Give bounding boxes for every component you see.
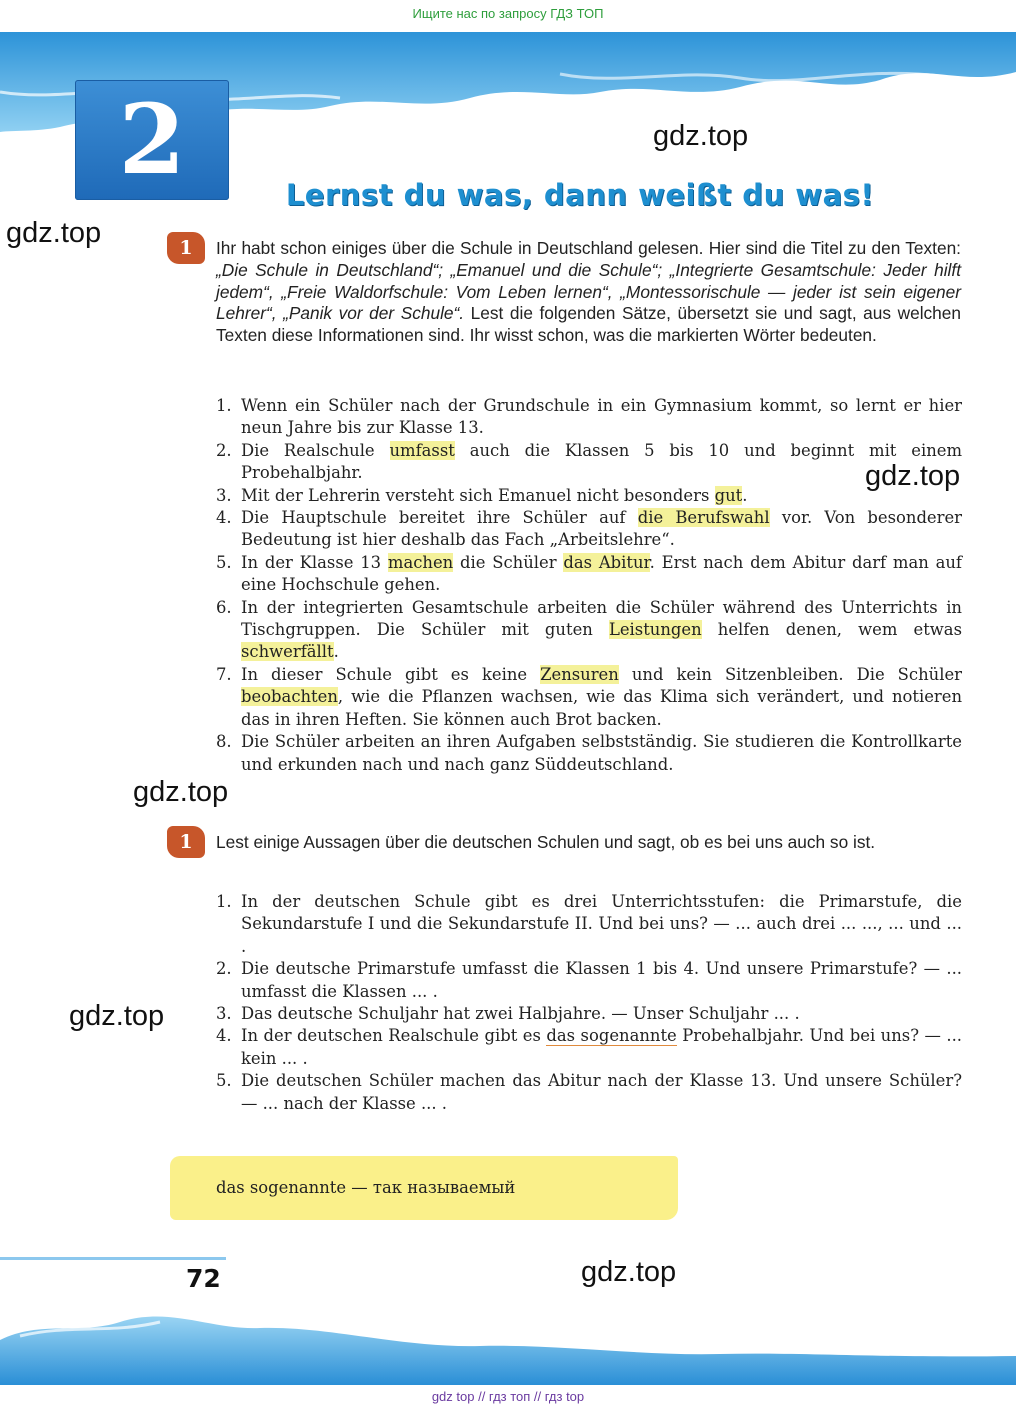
task1-text-titles: „Die Schule in Deutschland“; „Emanuel und die Schule“; „Integrierte Gesamtschule: Jeder hilft jedem“, „Freie Waldorfschule: Vom Leben lernen“, „Montessorischule — jeder ist sein eigener Lehrer“, „Panik vor der Schule“. [216,259,961,324]
item-text: In der deutschen Realschule gibt es [241,1026,547,1046]
highlighted-word: die Berufswahl [637,508,770,528]
item-number: 2. [216,440,232,460]
item-text: vor. Von besonderer Bedeutung ist hier deshalb das Fach „Arbeitslehre“. [241,508,963,550]
sentence-item [216,507,962,552]
item-number: 4. [216,508,232,528]
highlighted-word: schwerfällt [241,642,334,662]
watermark: gdz.top [133,776,229,808]
item-text: In der integrierten Gesamtschule arbeiten die Schüler während des Unterrichts in Tischgruppen. Die Schüler mit guten [241,597,962,640]
item-text: Mit der Lehrerin versteht sich Emanuel nicht besonders [241,485,715,505]
item-text: Die deutschen Schüler machen das Abitur nach der Klasse 13. Und unsere Schüler? — ... nach der Klasse ... . [241,1071,962,1113]
item-text: Probehalbjahr. Und bei uns? — ... kein ... . [241,1026,962,1068]
item-text: . [333,642,339,662]
highlighted-word: das Abitur [563,552,650,572]
item-text: In dieser Schule gibt es keine [241,664,541,684]
item-number: 4. [216,1026,232,1046]
item-number: 3. [216,485,232,505]
task1-sentence-list [216,395,962,776]
watermark: gdz.top [865,460,961,492]
item-text: auch die Klassen 5 bis 10 und beginnt mit einem Probehalbjahr. [241,440,962,483]
lesson-title: Lernst du was, dann weißt du was! [285,178,875,212]
item-number: 6. [216,597,232,617]
item-text: Die Hauptschule bereitet ihre Schüler auf [241,508,638,528]
sentence-item [216,552,962,597]
vocabulary-note: das sogenannte — так называемый [216,1178,516,1197]
task-number-badge: 1 [167,826,205,858]
item-text: Das deutsche Schuljahr hat zwei Halbjahre. — Unser Schuljahr ... . [241,1004,800,1024]
item-text: . [742,485,748,505]
item-text: die Schüler [453,552,564,572]
sentence-item [216,395,962,440]
watermark: gdz.top [581,1256,677,1288]
sentence-item [216,485,962,507]
page-number: 72 [186,1264,221,1293]
item-text: Die deutsche Primarstufe umfasst die Klassen 1 bis 4. Und unsere Primarstufe? — ... umfasst die Klassen ... . [241,959,962,1001]
item-text: und kein Sitzenbleiben. Die Schüler [618,664,962,684]
item-number: 8. [216,732,232,752]
statement-item [216,958,962,1003]
statement-item [216,1070,962,1115]
highlighted-word: machen [387,552,454,572]
item-number: 7. [216,664,232,684]
highlighted-word: umfasst [389,440,455,460]
item-text: In der deutschen Schule gibt es drei Unterrichtsstufen: die Primarstufe, die Sekundarstufe I und die Sekundarstufe II. Und bei uns? — ... auch drei ... ..., ... und ... . [241,892,962,956]
watermark: gdz.top [6,217,102,249]
item-number: 1. [216,892,232,911]
item-number: 5. [216,1071,232,1091]
task1-instr-a: Ihr habt schon einiges über die Schule in Deutschland gelesen. Hier sind die Titel zu den Texten: [216,238,961,258]
task-number-badge: 1 [167,232,205,264]
highlighted-word: Zensuren [540,664,619,684]
highlighted-word: beobachten [241,687,338,707]
underlined-word: das sogenannte [546,1026,677,1046]
watermark: gdz.top [653,120,749,152]
page-divider [0,1257,226,1260]
highlighted-word: Leistungen [608,620,702,640]
sentence-item [216,664,962,731]
sentence-item [216,597,962,664]
item-text: helfen denen, wem etwas [701,620,962,640]
item-number: 1. [216,396,232,415]
item-number: 2. [216,959,232,979]
item-text: Die Schüler arbeiten an ihren Aufgaben selbstständig. Sie studieren die Kontrollkarte und erkunden nach und nach ganz Süddeutschland. [241,732,962,774]
item-number: 5. [216,552,232,572]
item-text: . Erst nach dem Abitur darf man auf eine Hochschule gehen. [241,552,962,595]
top-search-hint: Ищите нас по запросу ГДЗ ТОП [412,6,604,21]
highlighted-word: gut [714,485,743,505]
watermark: gdz.top [69,1000,165,1032]
chapter-number: 2 [118,83,186,196]
task2-instructions: Lest einige Aussagen über die deutschen Schulen und sagt, ob es bei uns auch so ist. [216,832,876,852]
item-text: Die Realschule [241,440,390,460]
bottom-links[interactable]: gdz top // гдз топ // гдз top [431,1389,585,1404]
item-text: , wie die Pflanzen wachsen, wie das Klima sich verändert, und notieren das in ihren Heften. Sie können auch Brot backen. [241,687,962,729]
statement-item [216,1003,962,1025]
sentence-item [216,440,962,485]
statement-item [216,891,962,958]
task1-instr-b: Lest die folgenden Sätze, übersetzt sie und sagt, aus welchen Texten diese Informationen sind. Ihr wisst schon, was die markierten Wörter bedeuten. [216,303,962,346]
item-number: 3. [216,1004,232,1024]
statement-item [216,1025,962,1070]
task2-statement-list [216,891,962,1115]
item-text: Wenn ein Schüler nach der Grundschule in ein Gymnasium kommt, so lernt er hier neun Jahre bis zur Klasse 13. [241,396,962,438]
item-text: In der Klasse 13 [241,552,388,572]
task1-instructions [216,238,961,347]
footer-wave-banner [0,1300,1016,1385]
sentence-item [216,731,962,776]
